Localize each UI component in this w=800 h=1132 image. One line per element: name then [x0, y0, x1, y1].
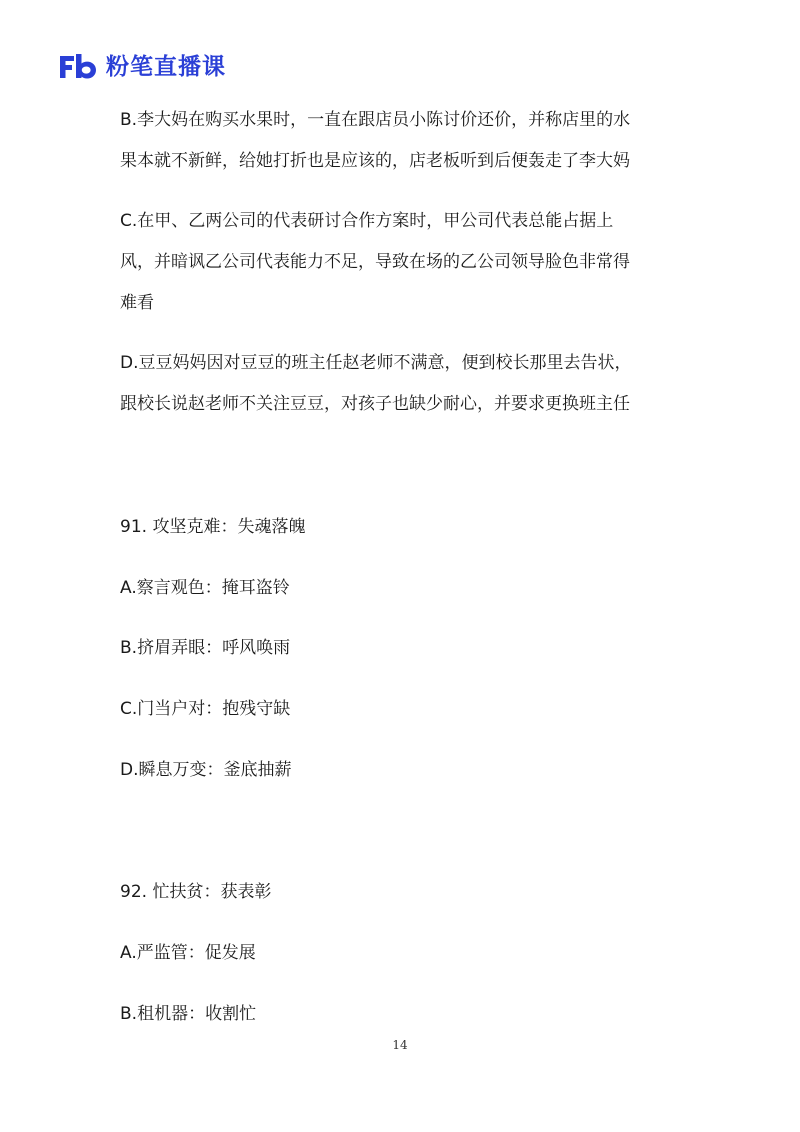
question-91-option-d: D.瞬息万变：釜底抽薪	[120, 760, 292, 780]
question-92-stem: 92. 忙扶贫：获表彰	[120, 882, 272, 902]
brand-title: 粉笔直播课	[106, 54, 226, 80]
option-c-line-1: C.在甲、乙两公司的代表研讨合作方案时，甲公司代表总能占据上	[120, 211, 614, 231]
option-b-line-2: 果本就不新鲜，给她打折也是应该的，店老板听到后便轰走了李大妈	[120, 151, 630, 171]
question-91-option-a: A.察言观色：掩耳盗铃	[120, 578, 290, 598]
fb-logo-icon	[57, 52, 99, 82]
option-c-line-3: 难看	[120, 293, 154, 313]
option-c-line-2: 风，并暗讽乙公司代表能力不足，导致在场的乙公司领导脸色非常得	[120, 252, 630, 272]
question-91-option-b: B.挤眉弄眼：呼风唤雨	[120, 638, 291, 658]
question-91-option-c: C.门当户对：抱残守缺	[120, 699, 291, 719]
brand-header	[57, 50, 226, 84]
option-d-line-2: 跟校长说赵老师不关注豆豆，对孩子也缺少耐心，并要求更换班主任	[120, 394, 630, 414]
question-91-stem: 91. 攻坚克难：失魂落魄	[120, 517, 306, 537]
option-b-line-1: B.李大妈在购买水果时，一直在跟店员小陈讨价还价，并称店里的水	[120, 110, 631, 130]
question-92-option-a: A.严监管：促发展	[120, 943, 256, 963]
page-number: 14	[392, 1038, 408, 1052]
option-d-line-1: D.豆豆妈妈因对豆豆的班主任赵老师不满意，便到校长那里去告状，	[120, 353, 632, 373]
question-92-option-b: B.租机器：收割忙	[120, 1004, 257, 1024]
